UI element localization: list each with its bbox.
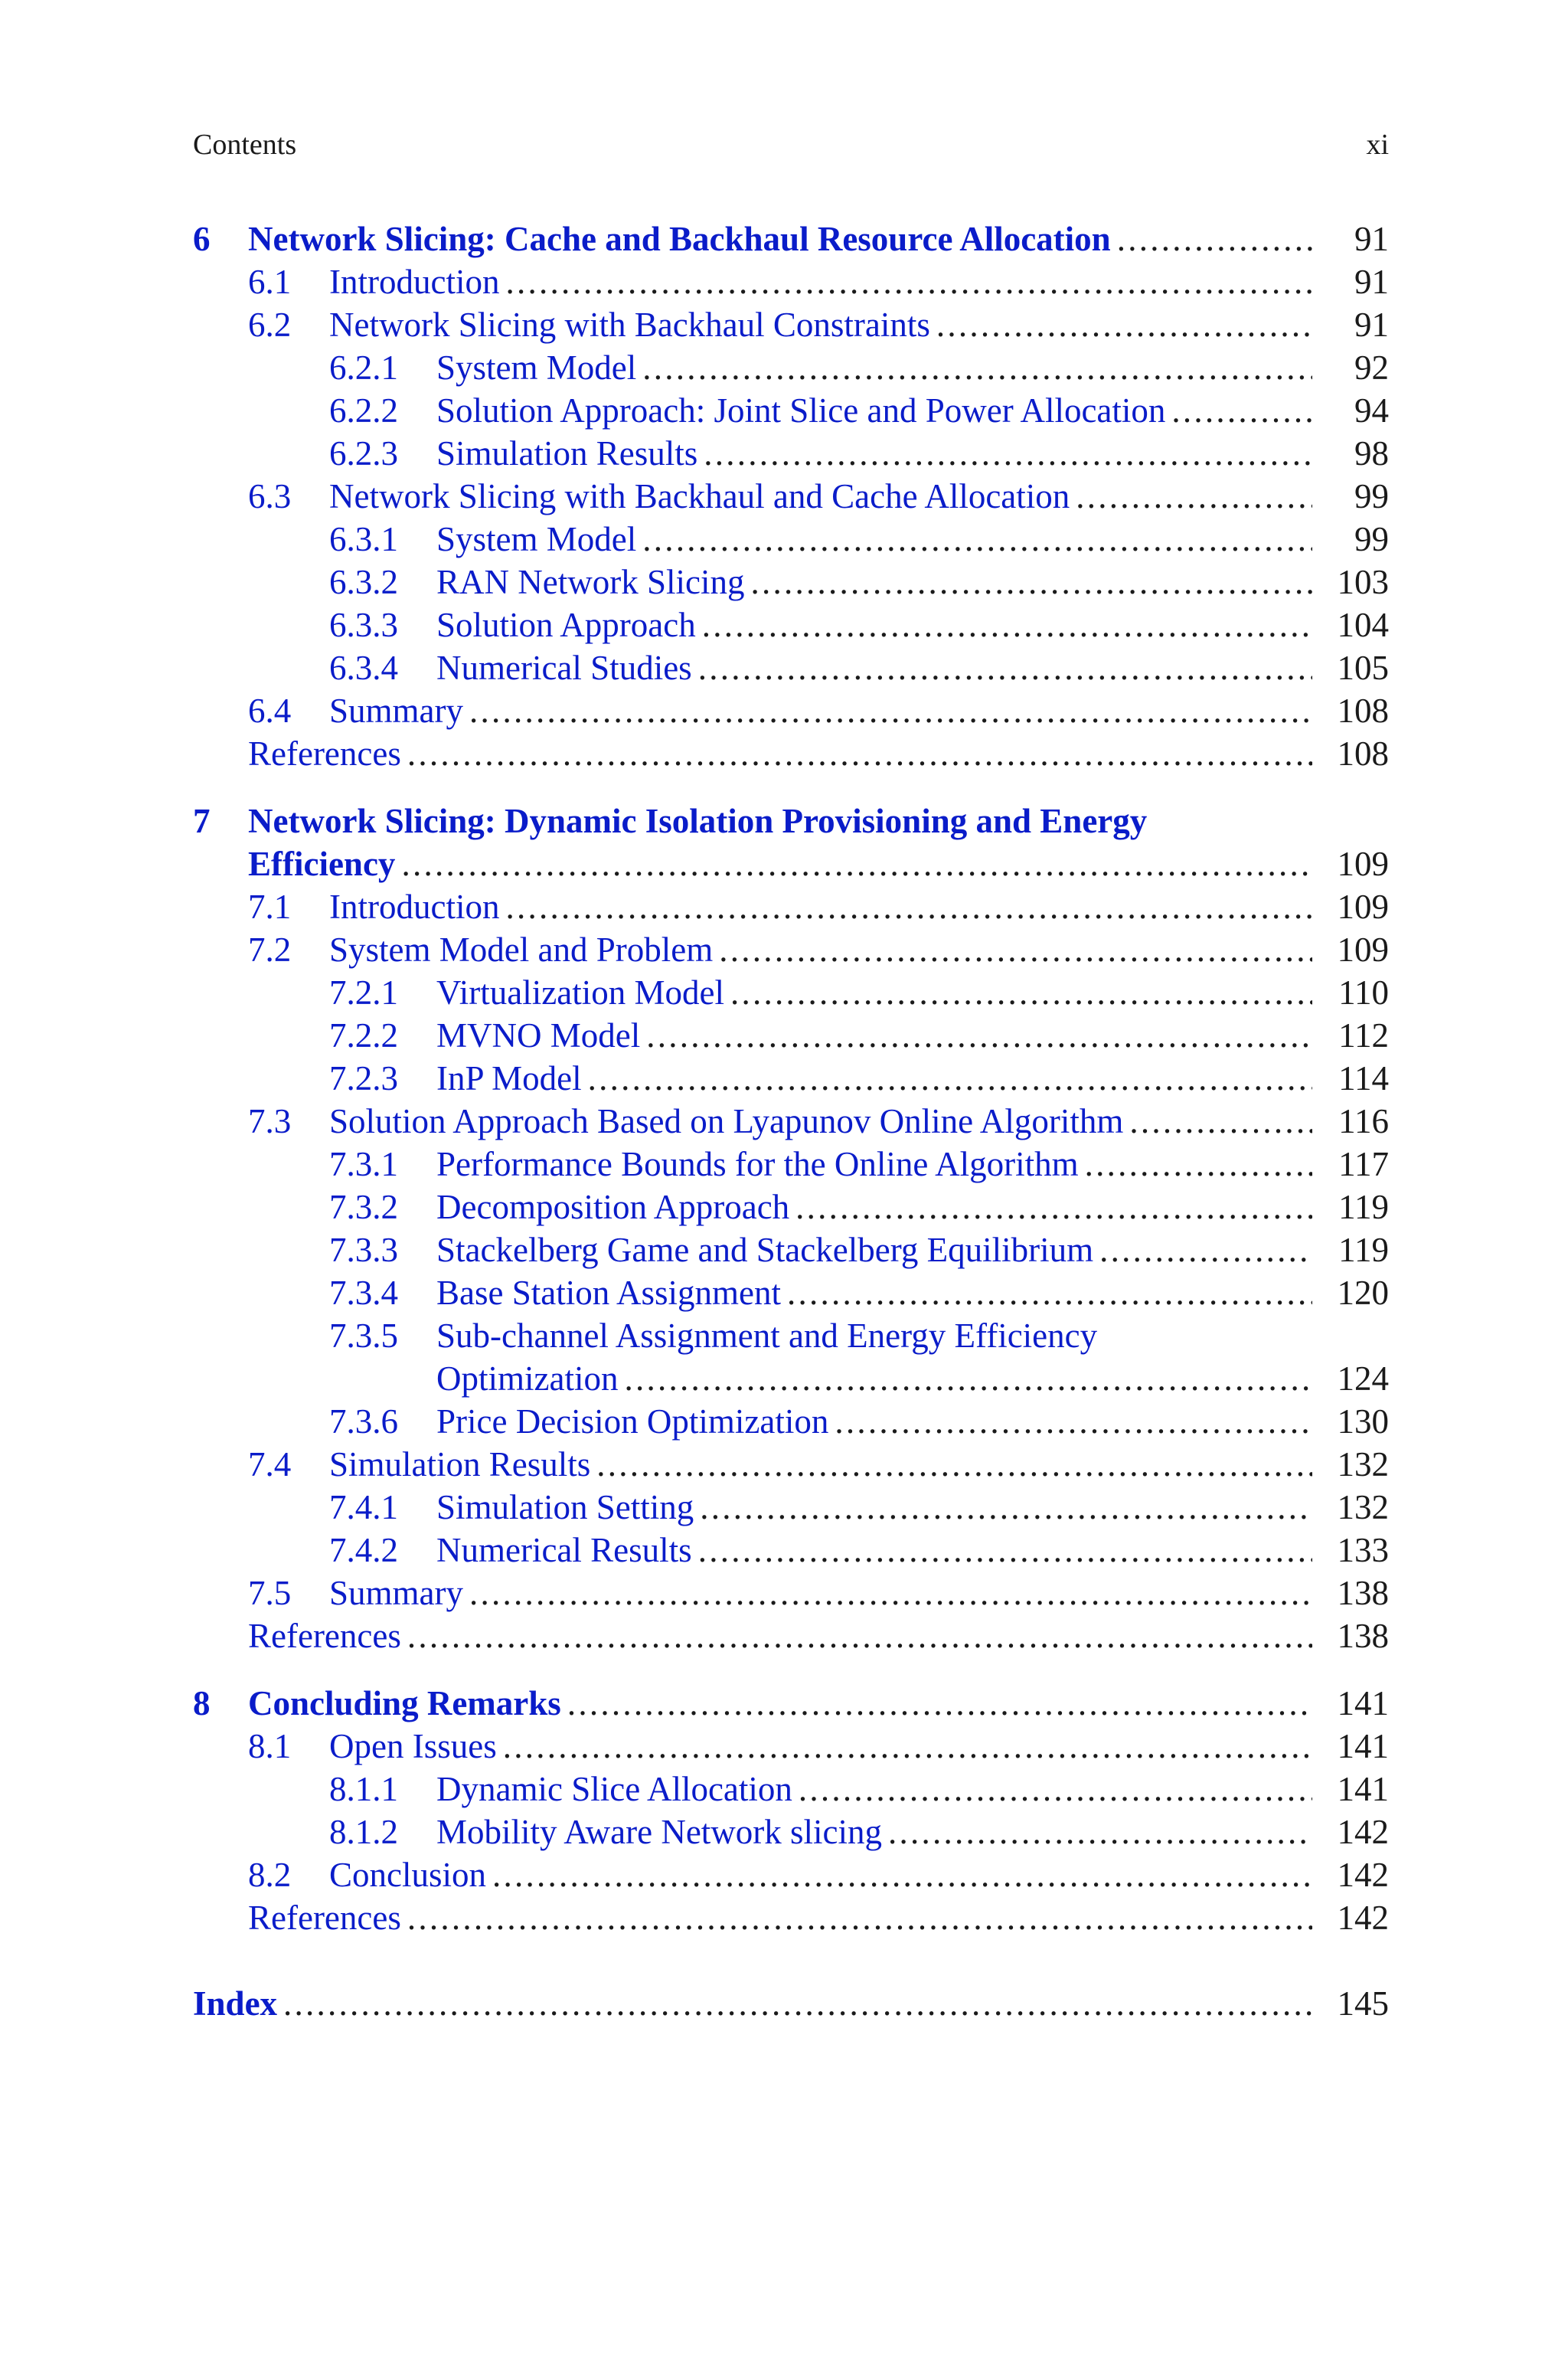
toc-subsection-entry[interactable] — [0, 1529, 1389, 1572]
toc-subsection-entry[interactable] — [0, 1768, 1389, 1810]
toc-section-entry[interactable] — [0, 1725, 1389, 1768]
toc-entry-title[interactable]: Mobility Aware Network slicing — [436, 1813, 883, 1851]
dot-leader — [744, 561, 1312, 603]
toc-page-number: 119 — [1338, 1188, 1389, 1226]
toc-entry-title[interactable]: Virtualization Model — [436, 973, 724, 1012]
dot-leader — [561, 1682, 1312, 1725]
dot-leader — [724, 971, 1312, 1014]
toc-entry-title[interactable]: Simulation Results — [436, 434, 698, 473]
dot-leader — [1123, 1100, 1312, 1143]
toc-entry-title[interactable]: Simulation Results — [329, 1445, 591, 1483]
toc-chapter-entry[interactable] — [0, 1982, 1389, 2025]
toc-page-number: 91 — [1354, 220, 1389, 258]
toc-entry-number[interactable]: 7.4.2 — [329, 1531, 398, 1569]
toc-page-number: 99 — [1354, 477, 1389, 515]
toc-entry-number[interactable]: 7.3.4 — [329, 1274, 398, 1312]
toc-entry-title[interactable]: Network Slicing: Cache and Backhaul Resource Allocation — [248, 220, 1111, 258]
toc-entry-title[interactable]: References — [248, 1899, 401, 1937]
toc-subsection-entry[interactable] — [0, 971, 1389, 1014]
toc-entry-title[interactable]: MVNO Model — [436, 1016, 641, 1055]
dot-leader — [590, 1443, 1312, 1486]
toc-entry-title[interactable]: Network Slicing with Backhaul and Cache Allocation — [329, 477, 1070, 515]
toc-subsection-entry[interactable] — [0, 518, 1389, 561]
dot-leader — [486, 1853, 1312, 1896]
toc-entry-title[interactable]: System Model and Problem — [329, 931, 714, 969]
dot-leader — [697, 432, 1312, 475]
dot-leader — [640, 1014, 1312, 1057]
toc-page-number: 92 — [1354, 348, 1389, 387]
toc-chapter-entry[interactable] — [0, 842, 1389, 885]
toc-entry-title[interactable]: Introduction — [329, 263, 500, 301]
toc-section-entry[interactable] — [0, 260, 1389, 303]
toc-entry-title[interactable]: Base Station Assignment — [436, 1274, 781, 1312]
toc-entry-number[interactable]: 7.2 — [248, 931, 292, 969]
toc-entry-title[interactable]: Network Slicing: Dynamic Isolation Provisioning and Energy — [248, 802, 1148, 840]
dot-leader — [696, 603, 1312, 646]
toc-entry-number[interactable]: 7.2.3 — [329, 1059, 398, 1097]
toc-entry-number[interactable]: 6.2.3 — [329, 434, 398, 473]
toc-page-number: 133 — [1337, 1531, 1389, 1569]
toc-entry-number[interactable]: 7.3.3 — [329, 1231, 398, 1269]
toc-entry-number[interactable]: 6.3.4 — [329, 649, 398, 687]
toc-entry-title[interactable]: Numerical Studies — [436, 649, 692, 687]
toc-entry-title[interactable]: Conclusion — [329, 1856, 487, 1894]
toc-subsection-entry[interactable] — [0, 1014, 1389, 1057]
toc-page-number: 120 — [1337, 1274, 1389, 1312]
toc-page-number: 142 — [1337, 1899, 1389, 1937]
toc-page-number: 99 — [1354, 520, 1389, 558]
toc-page-number: 117 — [1338, 1145, 1389, 1183]
toc-entry-number[interactable]: 6.3.1 — [329, 520, 398, 558]
toc-section-entry[interactable] — [0, 928, 1389, 971]
toc-entry-number[interactable]: 6.3 — [248, 477, 292, 515]
dot-leader — [395, 842, 1312, 885]
toc-chapter-entry[interactable] — [0, 1682, 1389, 1725]
toc-section-entry[interactable] — [0, 475, 1389, 518]
toc-page-number: 130 — [1337, 1402, 1389, 1441]
toc-section-entry[interactable] — [0, 689, 1389, 732]
toc-entry-number[interactable]: 6.3.2 — [329, 563, 398, 601]
dot-leader — [1093, 1228, 1312, 1271]
dot-leader — [463, 1572, 1312, 1614]
toc-page-number: 142 — [1337, 1813, 1389, 1851]
toc-page-number: 103 — [1337, 563, 1389, 601]
toc-section-entry[interactable] — [0, 1614, 1389, 1657]
toc-entry-title[interactable]: Summary — [329, 692, 463, 730]
toc-entry-title[interactable]: Simulation Setting — [436, 1488, 694, 1526]
toc-section-entry[interactable] — [0, 732, 1389, 775]
toc-subsection-entry[interactable] — [0, 1810, 1389, 1853]
toc-entry-title[interactable]: System Model — [436, 348, 637, 387]
dot-leader — [401, 732, 1312, 775]
toc-entry-title[interactable]: Efficiency — [248, 845, 396, 883]
toc-page-number: 132 — [1337, 1488, 1389, 1526]
toc-entry-number[interactable]: 7.2.1 — [329, 973, 398, 1012]
toc-entry-number[interactable]: 8 — [193, 1684, 211, 1722]
toc-entry-title[interactable]: Open Issues — [329, 1727, 497, 1765]
toc-chapter-entry[interactable] — [0, 218, 1389, 260]
toc-entry-number[interactable]: 7.3.1 — [329, 1145, 398, 1183]
toc-page-number: 108 — [1337, 692, 1389, 730]
toc-subsection-entry[interactable] — [0, 389, 1389, 432]
dot-leader — [636, 346, 1312, 389]
toc-entry-title[interactable]: Price Decision Optimization — [436, 1402, 829, 1441]
toc-entry-number[interactable]: 6.2.2 — [329, 391, 398, 430]
toc-page-number: 109 — [1337, 845, 1389, 883]
toc-section-entry[interactable] — [0, 1100, 1389, 1143]
toc-page-number: 119 — [1338, 1231, 1389, 1269]
toc-entry-title[interactable]: Index — [193, 1984, 278, 2023]
toc-entry-number[interactable]: 6.1 — [248, 263, 292, 301]
dot-leader — [1165, 389, 1312, 432]
dot-leader — [463, 689, 1312, 732]
toc-subsection-entry[interactable] — [0, 603, 1389, 646]
dot-leader — [930, 303, 1312, 346]
toc-entry-title[interactable]: Concluding Remarks — [248, 1684, 561, 1722]
dot-leader — [1111, 218, 1312, 260]
toc-entry-number[interactable]: 8.1 — [248, 1727, 292, 1765]
toc-entry-number[interactable]: 7.1 — [248, 888, 292, 926]
toc-entry-number[interactable]: 6.4 — [248, 692, 292, 730]
toc-section-entry[interactable] — [0, 885, 1389, 928]
toc-entry-number[interactable]: 7.2.2 — [329, 1016, 398, 1055]
toc-page-number: 98 — [1354, 434, 1389, 473]
toc-page-number: 142 — [1337, 1856, 1389, 1894]
toc-entry-number[interactable]: 6.2.1 — [329, 348, 398, 387]
toc-entry-number[interactable]: 7.3.2 — [329, 1188, 398, 1226]
toc-entry-title[interactable]: References — [248, 734, 401, 773]
toc-entry-title[interactable]: InP Model — [436, 1059, 582, 1097]
toc-entry-title[interactable]: Network Slicing with Backhaul Constraints — [329, 306, 930, 344]
running-head-title: Contents — [193, 129, 297, 161]
toc-page-number: 132 — [1337, 1445, 1389, 1483]
toc-subsection-entry[interactable] — [0, 1314, 1389, 1357]
toc-entry-title[interactable]: System Model — [436, 520, 637, 558]
dot-leader — [636, 518, 1312, 561]
dot-leader — [692, 1529, 1312, 1572]
toc-page-number: 91 — [1354, 263, 1389, 301]
toc-page-number: 145 — [1337, 1984, 1389, 2023]
dot-leader — [882, 1810, 1312, 1853]
toc-page-number: 112 — [1338, 1016, 1389, 1055]
toc-entry-title[interactable]: Numerical Results — [436, 1531, 692, 1569]
dot-leader — [692, 646, 1312, 689]
toc-subsection-entry[interactable] — [0, 432, 1389, 475]
toc-page-number: 124 — [1337, 1359, 1389, 1398]
toc-entry-number[interactable]: 7.3.5 — [329, 1317, 398, 1355]
toc-subsection-entry[interactable] — [0, 1486, 1389, 1529]
toc-section-entry[interactable] — [0, 1853, 1389, 1896]
toc-entry-number[interactable]: 6.2 — [248, 306, 292, 344]
toc-entry-number[interactable]: 7 — [193, 802, 211, 840]
toc-entry-number[interactable]: 6.3.3 — [329, 606, 398, 644]
toc-page-number: 141 — [1337, 1770, 1389, 1808]
toc-subsection-entry[interactable] — [0, 646, 1389, 689]
toc-entry-title[interactable]: Optimization — [436, 1359, 619, 1398]
toc-subsection-entry[interactable] — [0, 1143, 1389, 1186]
toc-entry-title[interactable]: Solution Approach — [436, 606, 696, 644]
toc-section-entry[interactable] — [0, 1896, 1389, 1939]
toc-page-number: 105 — [1337, 649, 1389, 687]
toc-page-number: 138 — [1337, 1574, 1389, 1612]
toc-subsection-entry[interactable] — [0, 1357, 1389, 1400]
toc-page-number: 116 — [1338, 1102, 1389, 1140]
toc-entry-title[interactable]: Summary — [329, 1574, 463, 1612]
dot-leader — [713, 928, 1312, 971]
toc-entry-title[interactable]: Stackelberg Game and Stackelberg Equilibrium — [436, 1231, 1094, 1269]
dot-leader — [497, 1725, 1312, 1768]
toc-page-number: 110 — [1338, 973, 1389, 1012]
toc-page-number: 109 — [1337, 931, 1389, 969]
toc-subsection-entry[interactable] — [0, 1186, 1389, 1228]
dot-leader — [499, 260, 1312, 303]
toc-subsection-entry[interactable] — [0, 561, 1389, 603]
toc-entry-number[interactable]: 8.2 — [248, 1856, 292, 1894]
toc-subsection-entry[interactable] — [0, 1271, 1389, 1314]
toc-page-number: 91 — [1354, 306, 1389, 344]
dot-leader — [1079, 1143, 1312, 1186]
toc-page-number: 141 — [1337, 1684, 1389, 1722]
toc-page-number: 108 — [1337, 734, 1389, 773]
toc-subsection-entry[interactable] — [0, 346, 1389, 389]
running-head-page-number: xi — [1366, 129, 1389, 161]
toc-chapter-entry[interactable] — [0, 800, 1389, 842]
dot-leader — [1070, 475, 1312, 518]
toc-entry-title[interactable]: Introduction — [329, 888, 500, 926]
toc-entry-title[interactable]: Sub-channel Assignment and Energy Efficiency — [436, 1317, 1098, 1355]
toc-page-number: 141 — [1337, 1727, 1389, 1765]
toc-entry-title[interactable]: RAN Network Slicing — [436, 563, 745, 601]
dot-leader — [499, 885, 1312, 928]
toc-subsection-entry[interactable] — [0, 1228, 1389, 1271]
toc-entry-number[interactable]: 8.1.1 — [329, 1770, 398, 1808]
toc-entry-title[interactable]: Performance Bounds for the Online Algorithm — [436, 1145, 1079, 1183]
dot-leader — [277, 1982, 1312, 2025]
toc-entry-title[interactable]: Decomposition Approach — [436, 1188, 790, 1226]
toc-subsection-entry[interactable] — [0, 1400, 1389, 1443]
toc-entry-number[interactable]: 7.3 — [248, 1102, 292, 1140]
dot-leader — [694, 1486, 1312, 1529]
toc-subsection-entry[interactable] — [0, 1057, 1389, 1100]
dot-leader — [792, 1768, 1312, 1810]
toc-entry-number[interactable]: 7.3.6 — [329, 1402, 398, 1441]
toc-entry-number[interactable]: 8.1.2 — [329, 1813, 398, 1851]
toc-page-number: 138 — [1337, 1617, 1389, 1655]
toc-entry-number[interactable]: 7.4.1 — [329, 1488, 398, 1526]
toc-page-number: 104 — [1337, 606, 1389, 644]
toc-section-entry[interactable] — [0, 1443, 1389, 1486]
toc-entry-number[interactable]: 7.4 — [248, 1445, 292, 1483]
toc-section-entry[interactable] — [0, 1572, 1389, 1614]
dot-leader — [401, 1896, 1312, 1939]
toc-page-number: 94 — [1354, 391, 1389, 430]
dot-leader — [582, 1057, 1312, 1100]
toc-page-number: 114 — [1338, 1059, 1389, 1097]
toc-entry-number[interactable]: 7.5 — [248, 1574, 292, 1612]
dot-leader — [401, 1614, 1312, 1657]
toc-entry-title[interactable]: Dynamic Slice Allocation — [436, 1770, 792, 1808]
dot-leader — [828, 1400, 1312, 1443]
toc-entry-number[interactable]: 6 — [193, 220, 211, 258]
dot-leader — [781, 1271, 1312, 1314]
toc-entry-title[interactable]: Solution Approach: Joint Slice and Power Allocation — [436, 391, 1166, 430]
toc-page-number: 109 — [1337, 888, 1389, 926]
toc-section-entry[interactable] — [0, 303, 1389, 346]
toc-entry-title[interactable]: References — [248, 1617, 401, 1655]
toc-entry-title[interactable]: Solution Approach Based on Lyapunov Online Algorithm — [329, 1102, 1124, 1140]
dot-leader — [618, 1357, 1312, 1400]
dot-leader — [789, 1186, 1312, 1228]
